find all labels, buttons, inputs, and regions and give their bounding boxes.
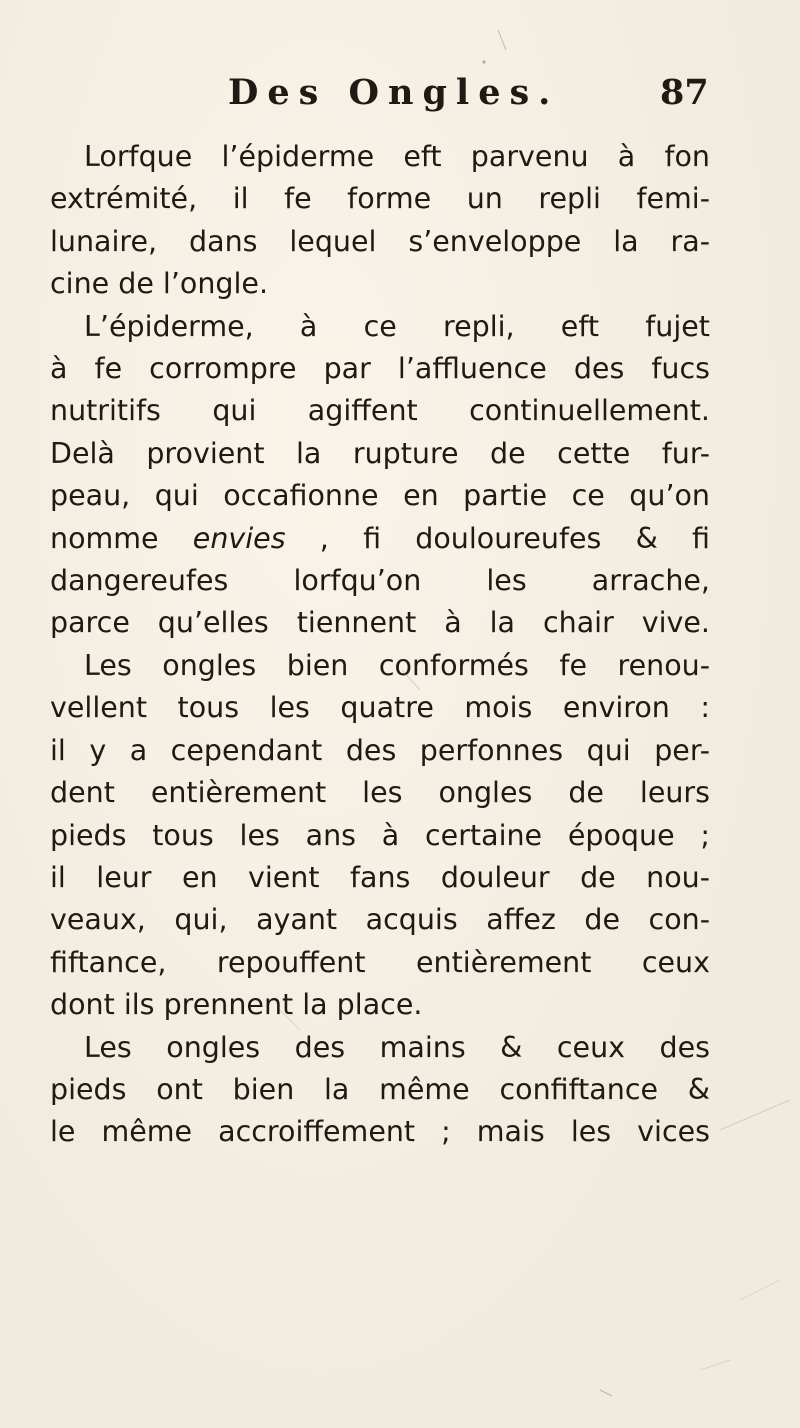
- text-line: le même accroiffement ; mais les vices: [50, 1115, 710, 1149]
- text-line: lunaire, dans lequel s’enveloppe la ra-: [50, 224, 710, 258]
- text-line: veaux, qui, ayant acquis affez de con-: [50, 903, 710, 937]
- text-line: cine de l’ongle.: [50, 267, 269, 301]
- text-line: L’épiderme, à ce repli, eft fujet: [84, 309, 710, 343]
- text-line: Delà provient la rupture de cette fur-: [50, 436, 710, 470]
- text-line: dont ils prennent la place.: [50, 988, 423, 1022]
- italic-term: envies: [192, 521, 286, 555]
- text-line: dent entièrement les ongles de leurs: [50, 776, 710, 810]
- text-line: il y a cependant des perfonnes qui per-: [50, 733, 710, 767]
- text-line: nutritifs qui agiffent continuellement.: [50, 394, 710, 428]
- running-head: [0, 72, 800, 132]
- text-line: peau, qui occafionne en partie ce qu’on: [50, 479, 710, 513]
- text-line: il leur en vient fans douleur de nou-: [50, 860, 710, 894]
- running-head-title: Des Ongles.: [228, 72, 560, 113]
- text-line: parce qu’elles tiennent à la chair vive.: [50, 606, 710, 640]
- text-line: pieds tous les ans à certaine époque ;: [50, 818, 710, 852]
- text-line: pieds ont bien la même confiftance &: [50, 1072, 710, 1106]
- text-line: Les ongles bien conformés fe renou-: [84, 648, 710, 682]
- text-segment: nomme: [50, 521, 159, 555]
- text-line: à fe corrompre par l’affluence des fucs: [50, 352, 710, 386]
- body-text: [50, 136, 710, 1154]
- text-line: [50, 518, 710, 560]
- text-line: fiftance, repouffent entièrement ceux: [50, 945, 710, 979]
- text-line: extrémité, il fe forme un repli femi-: [50, 182, 710, 216]
- text-line: dangereufes lorfqu’on les arrache,: [50, 564, 710, 598]
- text-line: vellent tous les quatre mois environ :: [50, 691, 710, 725]
- text-line: Les ongles des mains & ceux des: [84, 1030, 710, 1064]
- text-segment: , fi douloureufes & fi: [319, 521, 711, 555]
- page-number: 87: [660, 72, 709, 113]
- text-line: Lorfque l’épiderme eft parvenu à fon: [84, 140, 710, 173]
